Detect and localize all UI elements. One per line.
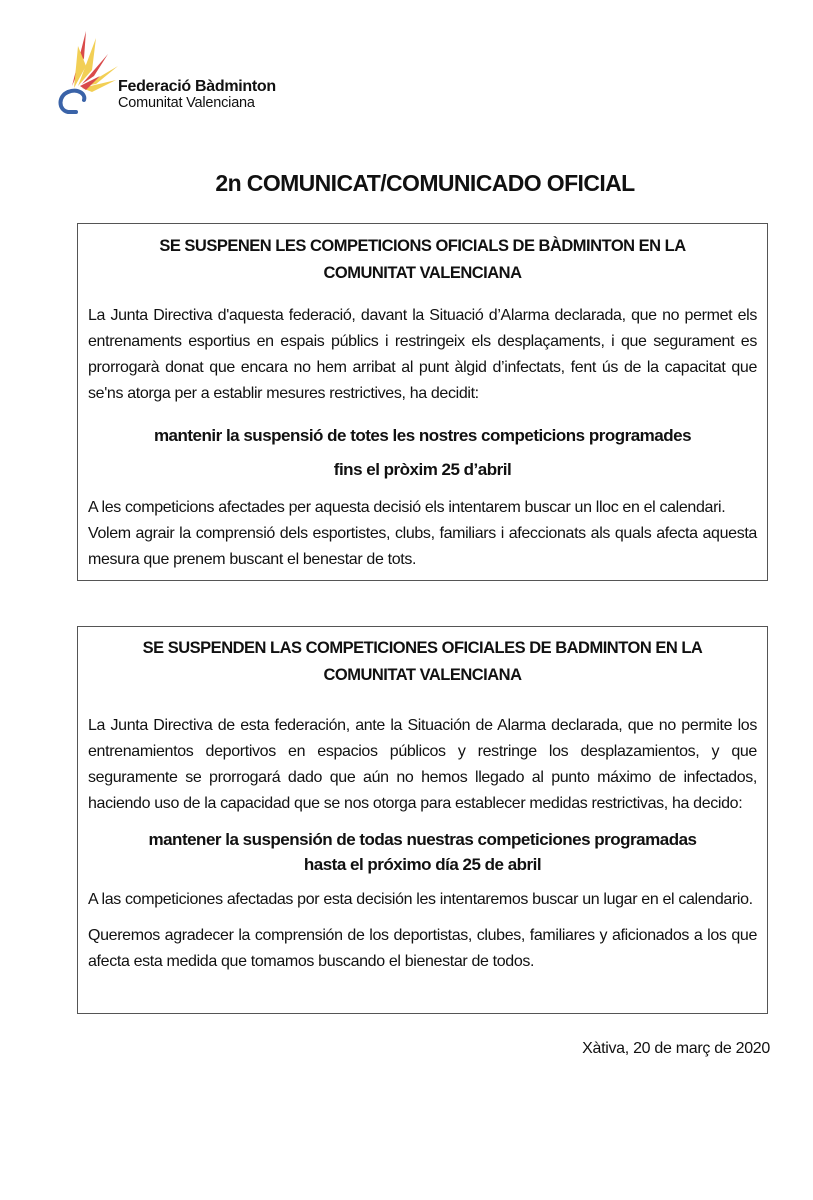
logo-name: Federació Bàdminton: [118, 78, 276, 95]
section-heading: [88, 635, 757, 689]
closing-paragraph: Volem agrair la comprensió dels esportistes, clubs, familiars i afeccionats als quals afecta aquesta mesura que prenem buscant el benestar de tots.: [88, 525, 757, 568]
document-title: 2n COMUNICAT/COMUNICADO OFICIAL: [215, 170, 635, 196]
intro-paragraph: La Junta Directiva de esta federación, ante la Situación de Alarma declarada, que no permite los entrenamientos deportivos en espacios públicos y restringe los desplazamientos, y que seguramente se prorrogará dado que aún no hemos llegado al punto máximo de infectados, haciendo uso de la capacidad que se nos otorga para establecer medidas restrictivas, ha decido:: [88, 717, 757, 812]
heading-line: COMUNITAT VALENCIANA: [323, 264, 522, 282]
federation-logo: [56, 26, 296, 116]
closing-paragraph: Queremos agradecer la comprensión de los deportistas, clubes, familiares y aficionados a los que afecta esta medida que tomamos buscando el bienestar de todos.: [88, 927, 757, 970]
shuttlecock-feathers-icon: [56, 26, 126, 116]
section-heading: [88, 233, 757, 287]
closing-paragraph: A las competiciones afectadas por esta decisión les intentaremos buscar un lugar en el calendario.: [88, 891, 753, 908]
decision-line: mantener la suspensión de todas nuestras competiciones programadas: [148, 830, 697, 849]
signature-place-date: Xàtiva, 20 de març de 2020: [582, 1040, 770, 1057]
decision-line: fins el pròxim 25 d’abril: [333, 460, 512, 479]
heading-line: SE SUSPENDEN LAS COMPETICIONES OFICIALES DE BADMINTON EN LA: [142, 639, 703, 657]
logo-subtitle: Comunitat Valenciana: [118, 95, 255, 111]
heading-line: SE SUSPENEN LES COMPETICIONS OFICIALS DE BÀDMINTON EN LA: [159, 237, 686, 255]
decision-line: hasta el próximo día 25 de abril: [303, 855, 542, 874]
communique-valencian: [77, 223, 768, 581]
decision-line: mantenir la suspensió de totes les nostres competicions programades: [153, 426, 692, 445]
intro-paragraph: La Junta Directiva d'aquesta federació, davant la Situació d’Alarma declarada, que no permet els entrenaments esportius en espais públics i restringeix els desplaçaments, i que segurament es prorrogarà donat que encara no hem arribat al punt àlgid d’infectats, fent ús de la capacitat que se'ns atorga per a establir mesures restrictives, ha decidit:: [88, 307, 757, 402]
closing-paragraph: A les competicions afectades per aquesta decisió els intentarem buscar un lloc en el calendari.: [88, 499, 726, 516]
communique-spanish: [77, 626, 768, 1014]
heading-line: COMUNITAT VALENCIANA: [323, 666, 522, 684]
